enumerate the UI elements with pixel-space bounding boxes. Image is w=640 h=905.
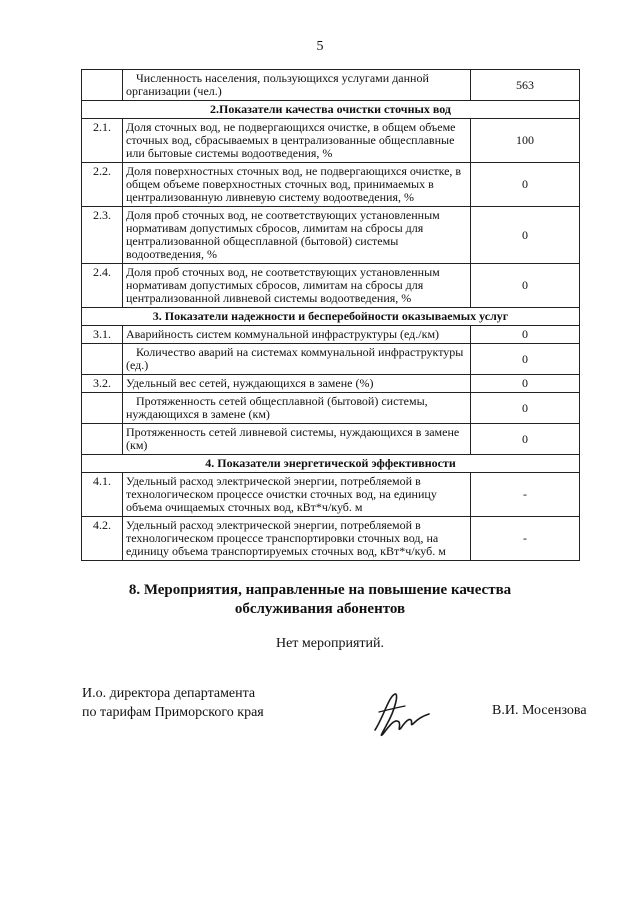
row-value: 0 [471,163,580,207]
section-title: 4. Показатели энергетической эффективности [82,455,580,473]
row-description: Доля проб сточных вод, не соответствующих установленным нормативам допустимых сбросов, лимитам на сбросы для централизованной ливневой системы водоотведения, % [123,264,471,308]
table-row [82,70,580,101]
row-description: Удельный расход электрической энергии, потребляемой в технологическом процессе транспортировки сточных вод, на единицу объема транспортируемых сточных вод, кВт*ч/куб. м [123,517,471,561]
table-row [82,344,580,375]
row-number [82,393,123,424]
row-description: Удельный вес сетей, нуждающихся в замене (%) [123,375,471,393]
section-heading [0,581,640,619]
signer-title [82,684,264,722]
row-number [82,70,123,101]
table-row [82,264,580,308]
table-row [82,119,580,163]
signer-title-line2: по тарифам Приморского края [82,705,264,720]
signer-title-line1: И.о. директора департамента [82,686,256,701]
row-value: - [471,517,580,561]
row-description: Протяженность сетей общесплавной (бытовой) системы, нуждающихся в замене (км) [123,393,471,424]
section-heading-line2: обслуживания абонентов [234,601,406,617]
row-number: 2.3. [82,207,123,264]
section-title: 3. Показатели надежности и бесперебойности оказываемых услуг [82,308,580,326]
row-description: Аварийность систем коммунальной инфраструктуры (ед./км) [123,326,471,344]
row-number: 3.2. [82,375,123,393]
row-value: 0 [471,375,580,393]
table-row [82,473,580,517]
row-value: 100 [471,119,580,163]
handwritten-signature [365,688,435,743]
row-number: 4.1. [82,473,123,517]
section-title: 2.Показатели качества очистки сточных вод [82,101,580,119]
page-number: 5 [316,39,324,54]
row-value: 0 [471,207,580,264]
row-value: 0 [471,344,580,375]
no-measures-text: Нет мероприятий. [275,636,385,651]
row-number: 2.1. [82,119,123,163]
table-row [82,207,580,264]
indicators-table-body [82,70,580,561]
row-number: 3.1. [82,326,123,344]
table-row [82,375,580,393]
row-value: 0 [471,264,580,308]
row-number [82,424,123,455]
table-row [82,393,580,424]
section-row [82,455,580,473]
section-heading-line1: 8. Мероприятия, направленные на повышение качества [128,582,512,598]
row-number: 4.2. [82,517,123,561]
row-description: Удельный расход электрической энергии, потребляемой в технологическом процессе очистки сточных вод, на единицу объема очищаемых сточных вод, кВт*ч/куб. м [123,473,471,517]
section-row [82,101,580,119]
table-row [82,424,580,455]
row-value: 0 [471,424,580,455]
section-row [82,308,580,326]
row-value: 0 [471,393,580,424]
row-description: Численность населения, пользующихся услугами данной организации (чел.) [123,70,471,101]
row-value: 563 [471,70,580,101]
row-value: 0 [471,326,580,344]
row-description: Доля поверхностных сточных вод, не подвергающихся очистке, в общем объеме поверхностных сточных вод, принимаемых в централизованную ливневую систему водоотведения, % [123,163,471,207]
row-description: Количество аварий на системах коммунальной инфраструктуры (ед.) [123,344,471,375]
row-value: - [471,473,580,517]
row-number: 2.4. [82,264,123,308]
row-number: 2.2. [82,163,123,207]
indicators-table [81,69,580,561]
row-description: Доля сточных вод, не подвергающихся очистке, в общем объеме сточных вод, сбрасываемых в централизованные общесплавные или бытовые системы водоотведения, % [123,119,471,163]
table-row [82,326,580,344]
row-description: Доля проб сточных вод, не соответствующих установленным нормативам допустимых сбросов, лимитам на сбросы для централизованной общесплавной (бытовой) системы водоотведения, % [123,207,471,264]
table-row [82,517,580,561]
table-row [82,163,580,207]
signer-name: В.И. Мосензова [492,703,587,718]
row-number [82,344,123,375]
row-description: Протяженность сетей ливневой системы, нуждающихся в замене (км) [123,424,471,455]
